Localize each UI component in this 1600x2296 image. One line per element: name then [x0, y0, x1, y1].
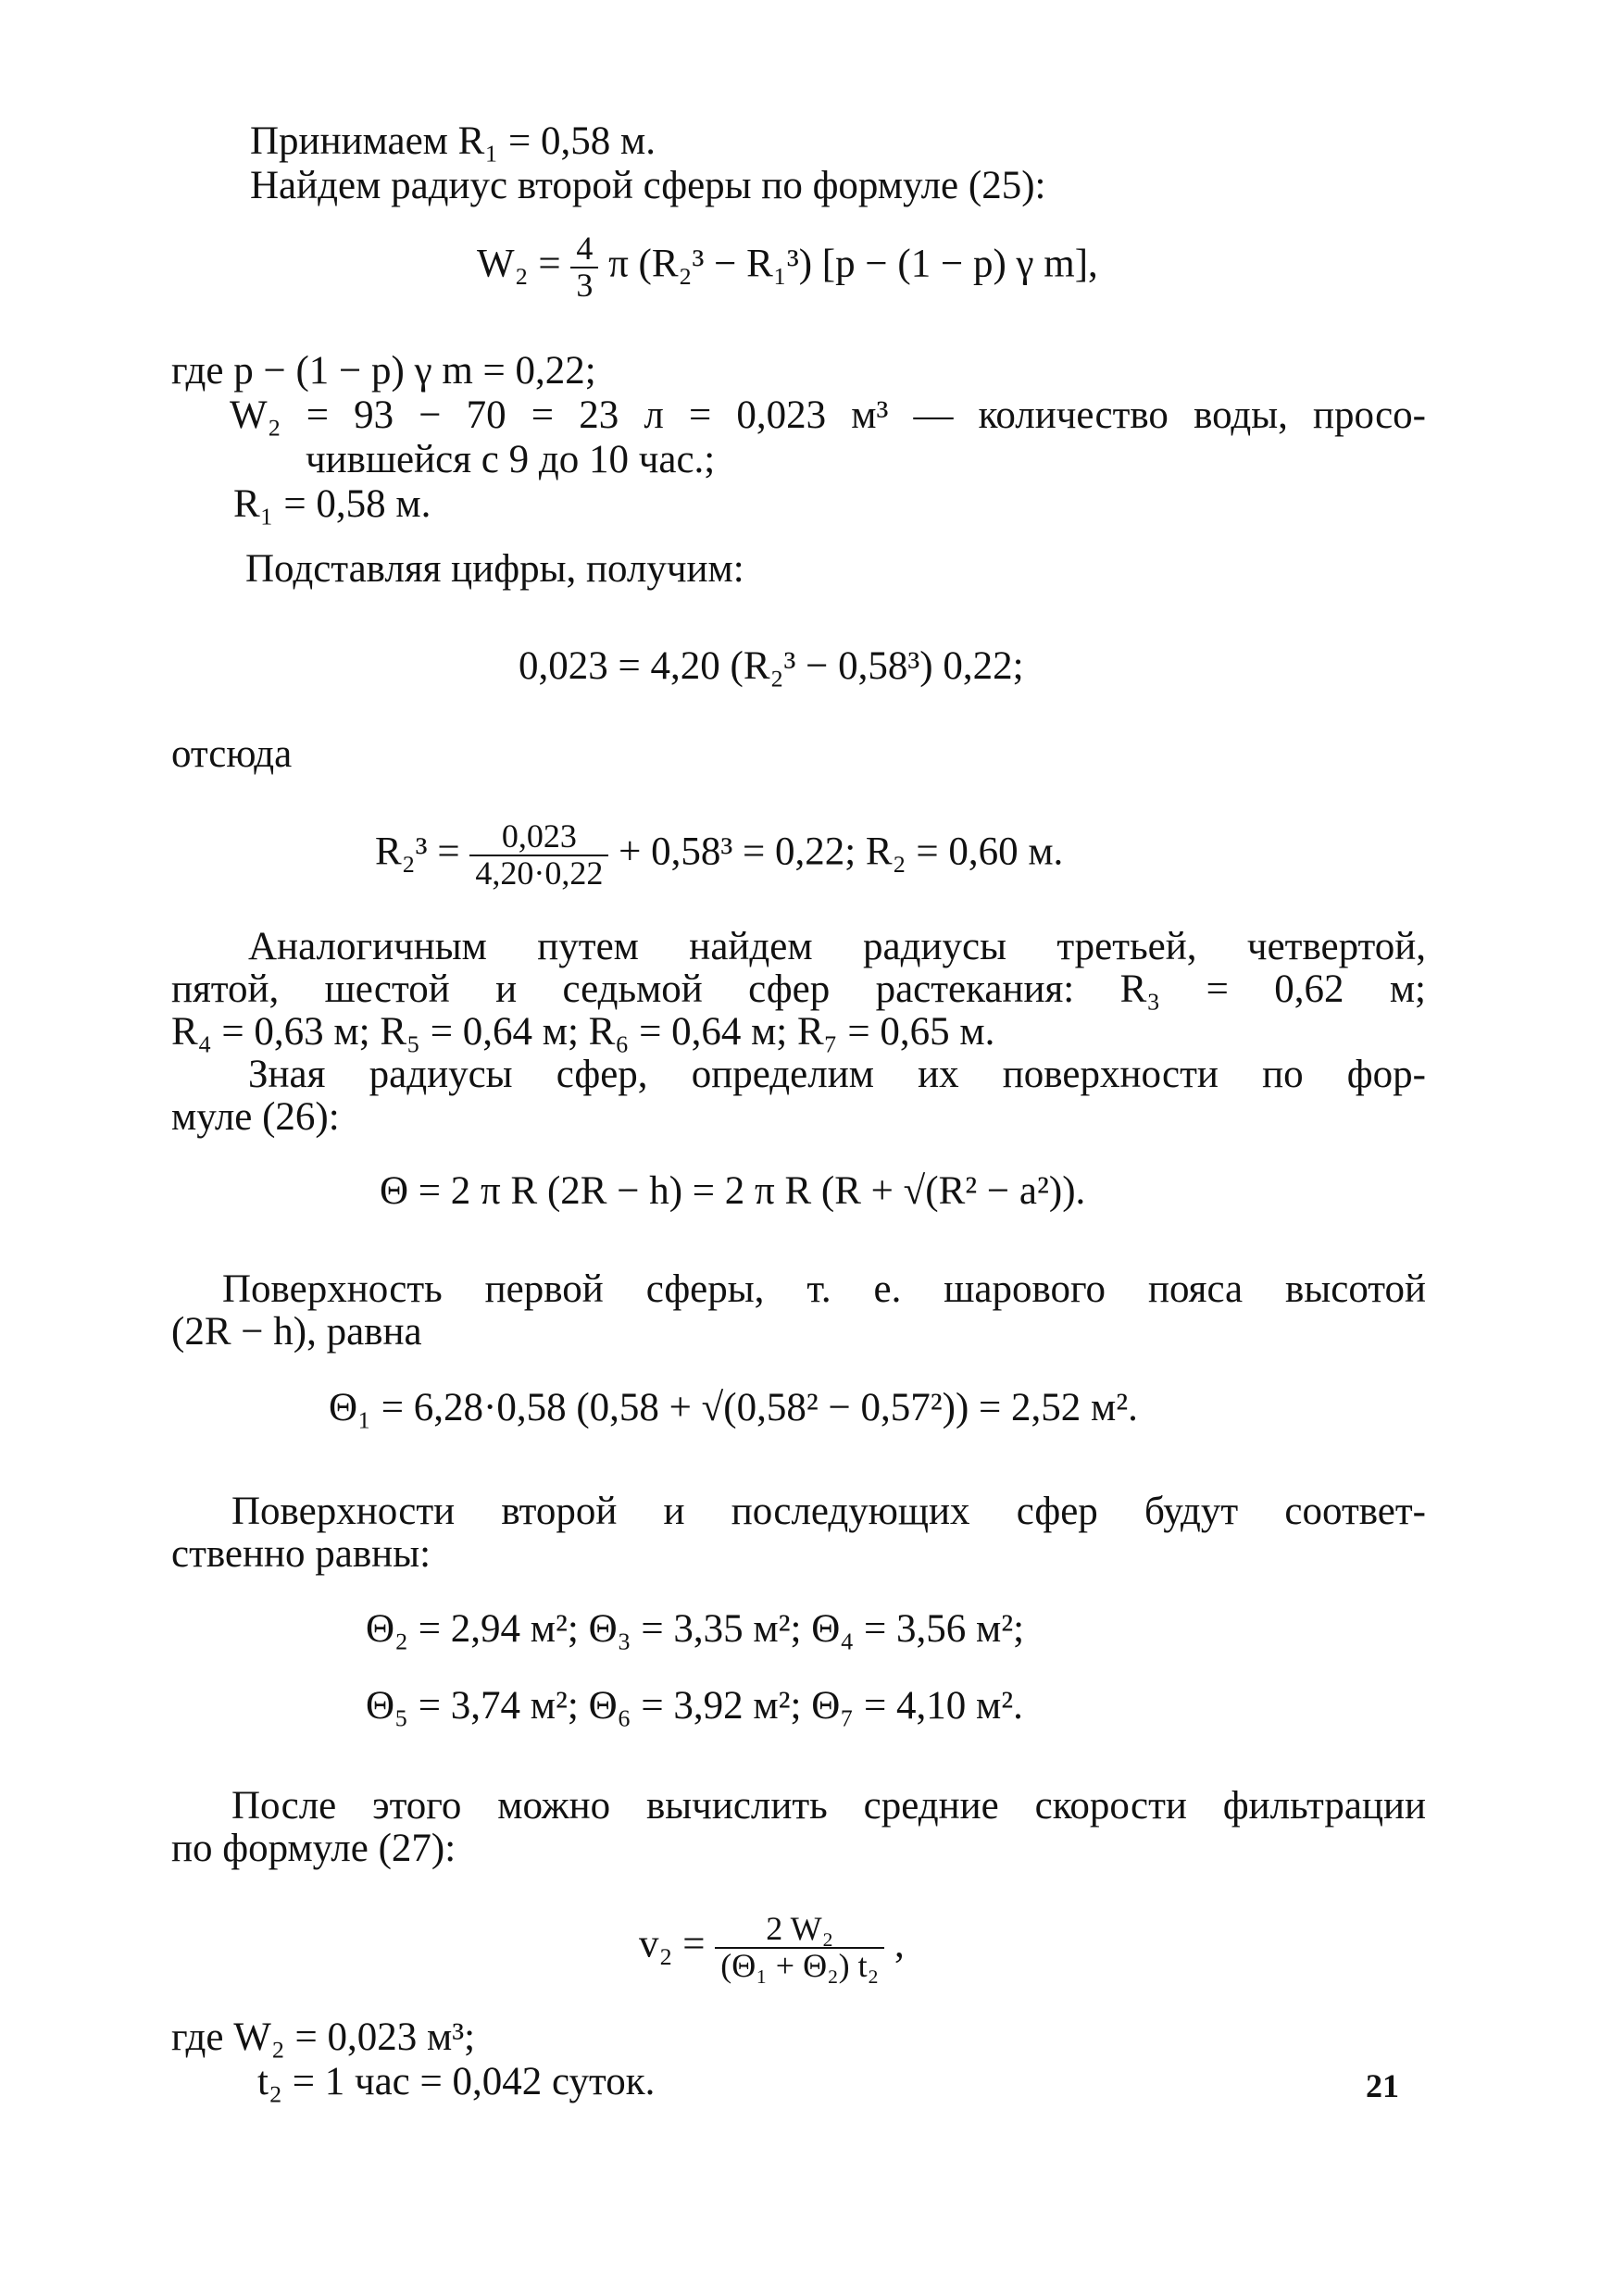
text-line: по формуле (27): — [171, 1827, 456, 1870]
fraction — [469, 819, 608, 892]
formula-part: v₂ = — [639, 1922, 706, 1966]
text-line: пятой, шестой и седьмой сфер растекания: R₃ = 0,62 м; — [171, 967, 1426, 1011]
fraction-numerator: 0,023 — [469, 819, 608, 856]
text-line: ственно равны: — [171, 1532, 431, 1576]
formula-25 — [477, 231, 1098, 304]
formula: Θ₅ = 3,74 м²; Θ₆ = 3,92 м²; Θ₇ = 4,10 м². — [366, 1684, 1023, 1728]
formula-part: R₂³ = — [375, 830, 460, 874]
text-line: Зная радиусы сфер, определим их поверхности по фор- — [248, 1053, 1426, 1096]
fraction — [715, 1912, 884, 1984]
text-line: чившейся с 9 до 10 час.; — [306, 438, 716, 481]
text-line: W₂ = 93 − 70 = 23 л = 0,023 м³ — количество воды, просо- — [230, 393, 1426, 437]
formula-part: W₂ = — [477, 242, 561, 286]
text-line: Найдем радиус второй сферы по формуле (25): — [250, 164, 1046, 207]
text-line: где W₂ = 0,023 м³; — [171, 2015, 476, 2059]
text-line: отсюда — [171, 732, 293, 776]
text-line: Подставляя цифры, получим: — [245, 547, 744, 591]
page-number: 21 — [1366, 2067, 1399, 2104]
formula-26: Θ = 2 π R (2R − h) = 2 π R (R + √(R² − a²)). — [380, 1169, 1086, 1213]
text-line: муле (26): — [171, 1095, 340, 1139]
fraction — [570, 231, 598, 304]
fraction-denominator: 3 — [576, 266, 594, 304]
formula: Θ₂ = 2,94 м²; Θ₃ = 3,35 м²; Θ₄ = 3,56 м²; — [366, 1607, 1025, 1651]
fraction-denominator: (Θ₁ + Θ₂) t₂ — [720, 1946, 880, 1984]
text-line: R₁ = 0,58 м. — [233, 482, 431, 526]
formula-part: + 0,58³ = 0,22; R₂ = 0,60 м. — [619, 830, 1064, 874]
text-line: Поверхности второй и последующих сфер будут соответ- — [231, 1490, 1426, 1533]
fraction-denominator: 4,20·0,22 — [475, 854, 604, 892]
text-line: t₂ = 1 час = 0,042 суток. — [257, 2060, 656, 2103]
fraction-numerator: 4 — [570, 231, 598, 268]
formula-part: π (R₂³ − R₁³) [p − (1 − p) γ m], — [608, 242, 1098, 286]
text-line: После этого можно вычислить средние скорости фильтрации — [231, 1784, 1426, 1828]
text-line: R₄ = 0,63 м; R₅ = 0,64 м; R₆ = 0,64 м; R₇ = 0,65 м. — [171, 1010, 995, 1054]
fraction-numerator: 2 W₂ — [715, 1912, 884, 1949]
formula-27 — [639, 1912, 905, 1984]
formula — [375, 819, 1063, 892]
text-line: Принимаем R₁ = 0,58 м. — [250, 119, 656, 163]
text-line: где p − (1 − p) γ m = 0,22; — [171, 349, 596, 393]
formula: Θ₁ = 6,28·0,58 (0,58 + √(0,58² − 0,57²)) = 2,52 м². — [329, 1386, 1138, 1429]
text-line: Поверхность первой сферы, т. е. шарового пояса высотой — [222, 1267, 1426, 1311]
text-line: (2R − h), равна — [171, 1310, 422, 1354]
formula-part: , — [894, 1922, 905, 1966]
text-line: Аналогичным путем найдем радиусы третьей, четвертой, — [248, 925, 1426, 968]
formula: 0,023 = 4,20 (R₂³ − 0,58³) 0,22; — [519, 644, 1024, 688]
